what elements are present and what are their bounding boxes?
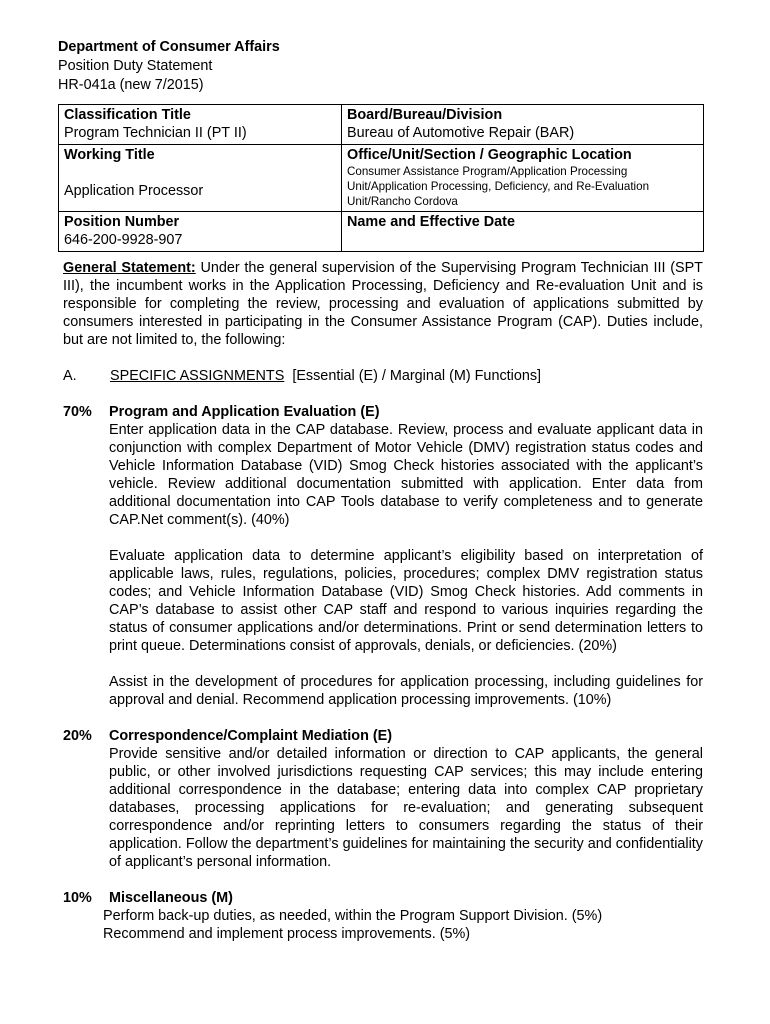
position-number-value: 646-200-9928-907 [64,232,183,248]
position-number-label: Position Number [64,214,180,230]
office-label: Office/Unit/Section / Geographic Location [347,147,632,163]
document-header [58,38,280,95]
duty-correspondence [63,727,703,871]
classification-title-cell [59,105,342,145]
duty-miscellaneous [63,889,703,943]
duty-paragraph: Evaluate application data to determine applicant’s eligibility based on interpretation of applicable laws, rules, regulations, policies, procedures; complex DMV registration status codes; and Vehicle Information Database (VID) Smog Check histories. Add comments in CAP’s database to assist other CAP staff and respond to various inquiries regarding the status of consumer applications and/or determinations. Print or send determination letters to print queue. Determinations consist of approvals, denials, or deficiencies. (20%) [109,548,703,654]
board-cell [342,105,704,145]
duty-title: Miscellaneous (M) [109,890,233,906]
duty-line: Perform back-up duties, as needed, within the Program Support Division. (5%) [103,908,603,924]
form-id: HR-041a (new 7/2015) [58,77,204,93]
classification-title-value: Program Technician II (PT II) [64,125,247,141]
duty-program-evaluation [63,403,703,709]
duty-paragraph: Provide sensitive and/or detailed information or direction to CAP applicants, the general public, or other involved jurisdictions requesting CAP services; this may include entering additional correspondence in the database; entering data into complex CAP proprietary databases, processing applications for re-evaluation; and generating subsequent correspondence and/or reprinting letters to consumers regarding the status of their application. Follow the department’s guidelines for maintaining the security and confidentiality of applicant’s personal information. [109,746,703,870]
position-number-cell [59,212,342,252]
working-title-value: Application Processor [64,183,204,199]
duty-paragraph: Enter application data in the CAP database. Review, process and evaluate applicant data in conjunction with complex Department of Motor Vehicle (DMV) registration status codes and Vehicle Information Database (VID) Smog Check histories associated with the applicant’s vehicle. Review additional documentation submitted with application. Enter data from additional documentation into CAP Tools database to verify completeness and to generate CAP.Net comment(s). (40%) [109,422,703,528]
document-body [63,259,703,943]
working-title-label: Working Title [64,147,155,163]
office-value: Consumer Assistance Program/Application Processing Unit/Application Processing, Deficiency, and Re-Evaluation Unit/Rancho Cordova [347,165,650,208]
duty-title: Program and Application Evaluation (E) [109,404,380,420]
board-value: Bureau of Automotive Repair (BAR) [347,125,575,141]
duty-percent: 10% [63,890,92,906]
office-cell [342,145,704,212]
duty-paragraph: Assist in the development of procedures for application processing, including guidelines for approval and denial. Recommend application processing improvements. (10%) [109,674,703,708]
name-date-cell [342,212,704,252]
section-a-subtitle: [Essential (E) / Marginal (M) Functions] [284,368,542,384]
duty-line: Recommend and implement process improvements. (5%) [103,926,471,942]
section-a-title: SPECIFIC ASSIGNMENTS [110,368,285,384]
position-info-table [58,104,704,252]
duty-percent: 20% [63,728,92,744]
general-statement-label: General Statement: [63,260,196,276]
general-statement [63,259,703,349]
document-title: Position Duty Statement [58,58,213,74]
name-date-label: Name and Effective Date [347,214,515,230]
board-label: Board/Bureau/Division [347,107,503,123]
duty-title: Correspondence/Complaint Mediation (E) [109,728,393,744]
department-name: Department of Consumer Affairs [58,39,280,55]
working-title-cell [59,145,342,212]
classification-title-label: Classification Title [64,107,191,123]
general-statement-text: Under the general supervision of the Supervising Program Technician III (SPT III), the incumbent works in the Application Processing, Deficiency and Re-evaluation Unit and is responsible for completing the review, processing and evaluation of applications submitted by consumers interested in participating in the Consumer Assistance Program (CAP). Duties include, but are not limited to, the following: [63,260,703,348]
section-a-letter: A. [63,368,77,384]
section-a-heading [63,367,703,385]
duty-percent: 70% [63,404,92,420]
